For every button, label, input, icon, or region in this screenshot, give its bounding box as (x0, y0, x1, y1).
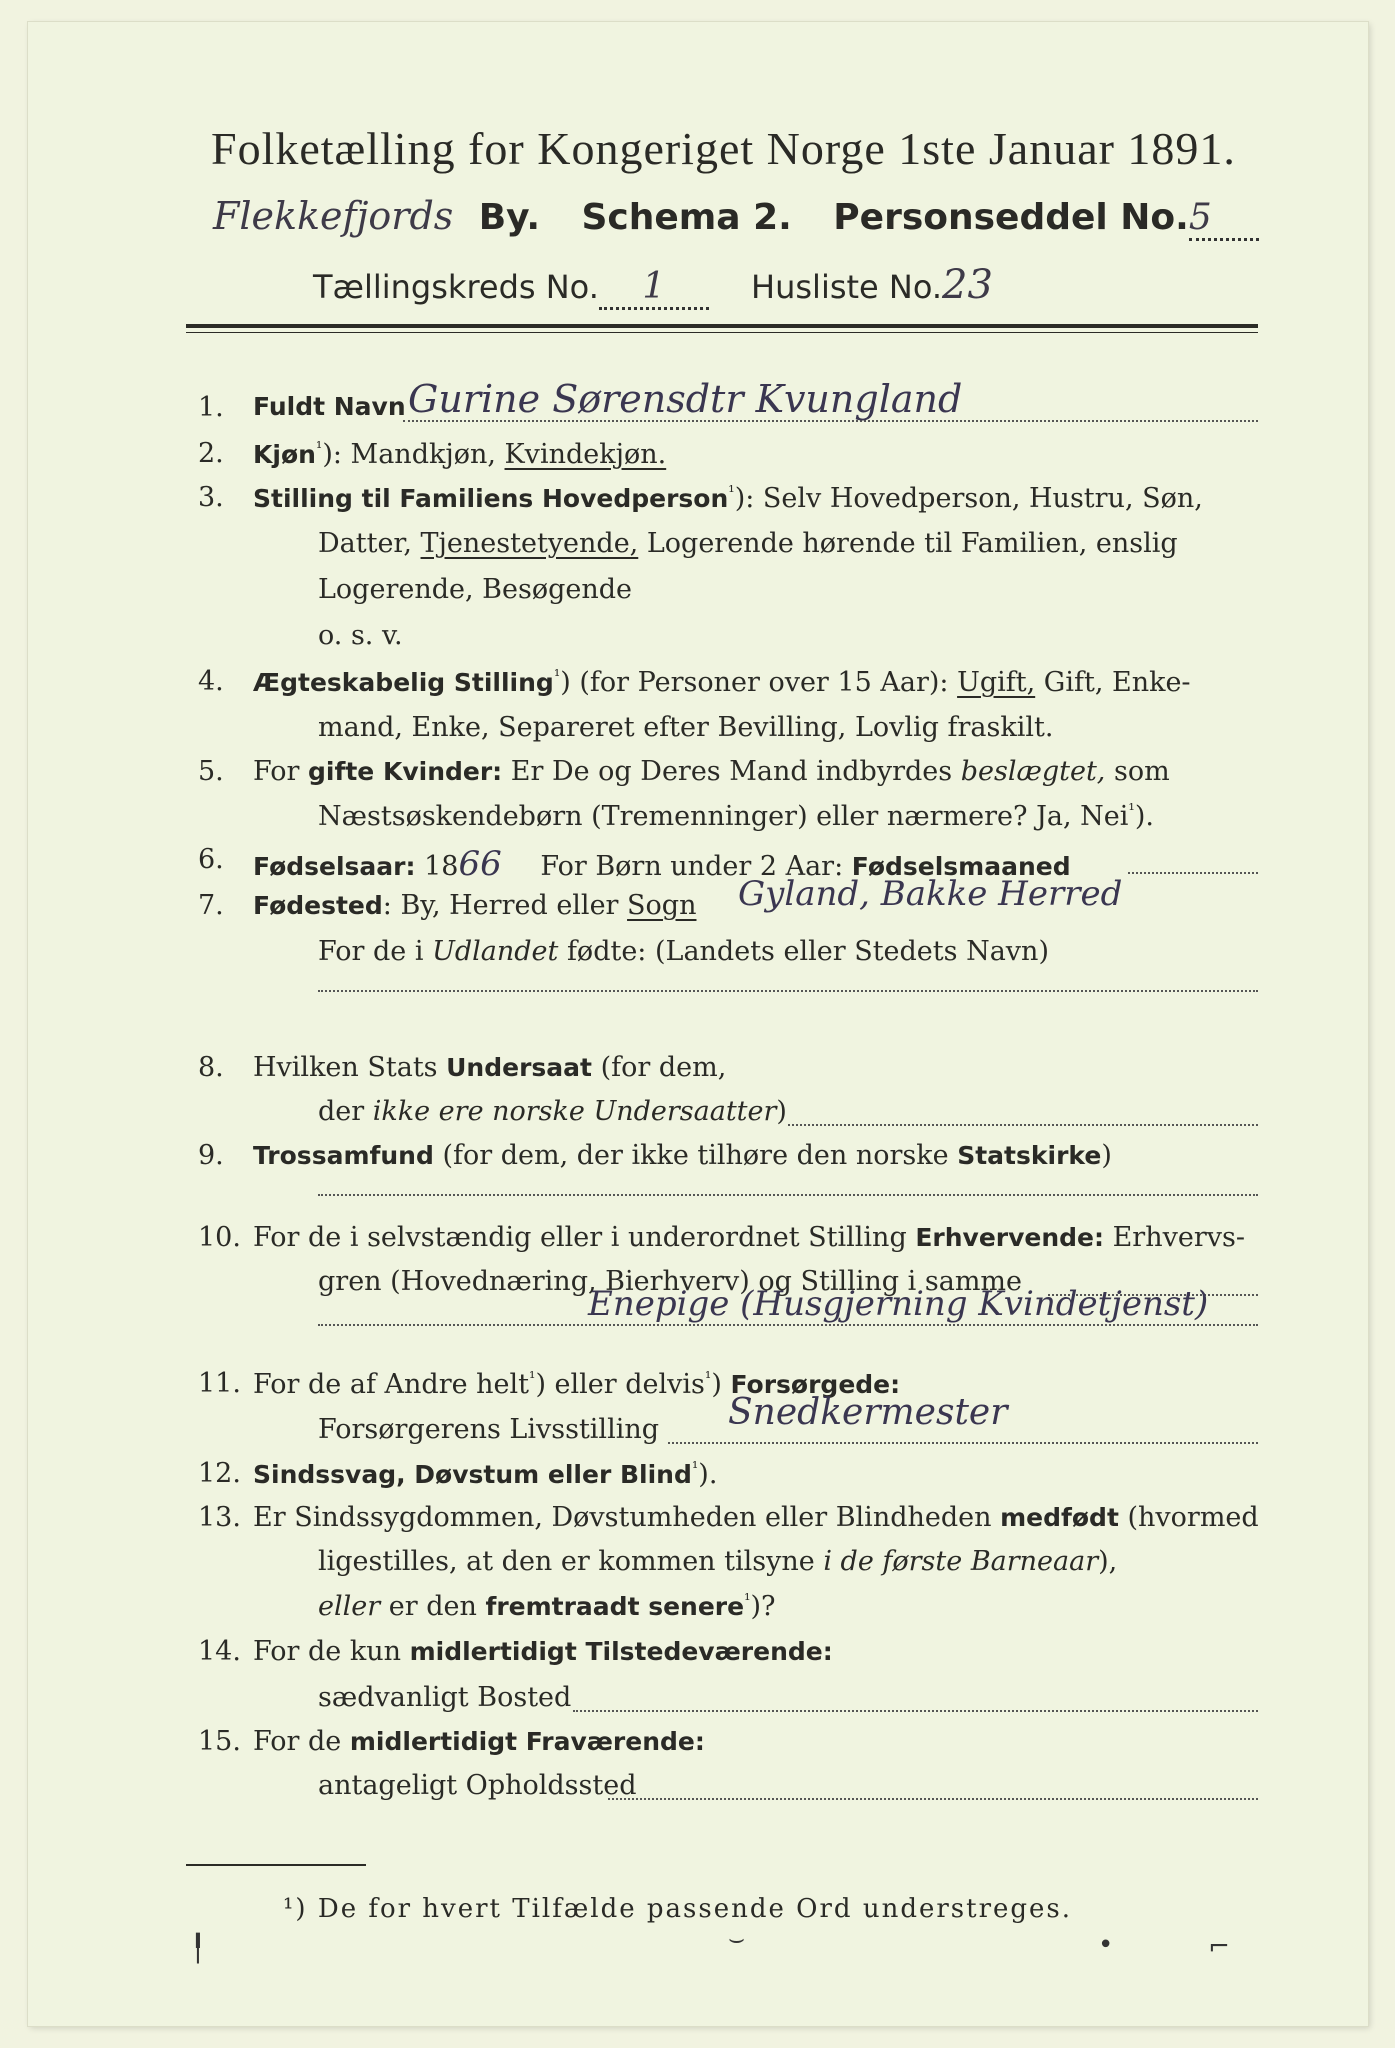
item-label-fuldt-navn: Fuldt Navn (253, 392, 406, 421)
answer-birthplace: Gyland, Bakke Herred (738, 874, 1123, 914)
header-rule-thin (186, 332, 1258, 333)
answer-line (1128, 872, 1258, 874)
answer-line (668, 1442, 1258, 1444)
item-forsorgede-line1: For de af Andre helt$^{^1}$) eller delvis$^{^1}$) Forsørgede: (253, 1368, 901, 1400)
item-number: 5. (198, 756, 224, 787)
item-number: 14. (198, 1636, 241, 1667)
stray-ink-mark: ⌐ (1208, 1932, 1230, 1962)
item-undersaat-line2: der ikke ere norske Undersaatter) (318, 1096, 787, 1127)
item-trossamfund: Trossamfund (for dem, der ikke tilhøre den norske Statskirke) (253, 1140, 1112, 1171)
item-number: 1. (198, 392, 224, 423)
item-number: 10. (198, 1222, 241, 1253)
item-erhverv-line2: gren (Hovednæring, Bierhverv) og Stilling i samme (318, 1266, 1023, 1297)
item-erhverv-line1: For de i selvstændig eller i underordnet Stilling Erhvervende: Erhvervs- (253, 1222, 1245, 1253)
item-number: 3. (198, 482, 224, 513)
item-number: 15. (198, 1726, 241, 1757)
item-sindssvag: Sindssvag, Døvstum eller Blind$^{^1}$). (253, 1458, 718, 1490)
answer-line (318, 1324, 1258, 1326)
footnote (283, 1894, 1072, 1924)
item-number: 9. (198, 1140, 224, 1171)
city-name-handwritten: Flekkefjords (213, 194, 454, 238)
item-number: 6. (198, 844, 224, 875)
answer-line (573, 1710, 1258, 1712)
answer-occupation: Enepige (Husgjerning Kvindetjenst) (588, 1284, 1209, 1324)
answer-line (788, 1124, 1258, 1126)
answer-line (608, 1798, 1258, 1800)
form-title: Folketælling for Kongeriget Norge 1ste Januar 1891. (211, 123, 1236, 174)
by-label: By. (478, 197, 540, 238)
personseddel-number: 5 (1189, 197, 1259, 241)
city-line (213, 194, 1259, 241)
item-gifte-line1: For gifte Kvinder: Er De og Deres Mand indbyrdes beslægtet, som (253, 756, 1170, 787)
item-fodested-line2: For de i Udlandet fødte: (Landets eller Stedets Navn) (318, 936, 1049, 967)
item-number: 12. (198, 1458, 241, 1489)
schema-label: Schema 2. (581, 197, 792, 238)
census-form-sheet (28, 22, 1368, 2026)
item-gifte-line2: Næstsøskendebørn (Tremenninger) eller nærmere? Ja, Nei$^{^1}$). (318, 800, 1154, 832)
answer-name: Gurine Sørensdtr Kvungland (408, 377, 963, 421)
item-tilstede-line1: For de kun midlertidigt Tilstedeværende: (253, 1636, 833, 1667)
kreds-line (313, 262, 1052, 310)
item-number: 13. (198, 1502, 241, 1533)
item-number: 7. (198, 890, 224, 921)
answer-birth-year: 66 (458, 844, 502, 884)
item-fravaerende-line1: For de midlertidigt Fraværende: (253, 1726, 705, 1757)
personseddel-label: Personseddel No. (833, 197, 1189, 238)
item-forsorgede-line2: Forsørgerens Livsstilling (318, 1414, 660, 1445)
item-stilling-line1: Stilling til Familiens Hovedperson$^{^1}$): Selv Hovedperson, Hustru, Søn, (253, 482, 1203, 514)
item-number: 11. (198, 1368, 241, 1399)
answer-line (318, 990, 1258, 992)
answer-line (318, 1194, 1258, 1196)
item-undersaat-line1: Hvilken Stats Undersaat (for dem, (253, 1052, 727, 1083)
stray-ink-mark: • (1098, 1930, 1114, 1960)
kreds-label: Tællingskreds No. (313, 268, 599, 306)
item-aegteskab-line1: Ægteskabelig Stilling$^{^1}$) (for Personer over 15 Aar): Ugift, Gift, Enke- (253, 666, 1191, 698)
item-number: 4. (198, 666, 224, 697)
selected-sogn: Sogn (627, 890, 697, 921)
item-medfodt-line2: ligestilles, at den er kommen tilsyne i de første Barneaar), (318, 1546, 1118, 1577)
footnote-rule (186, 1864, 366, 1866)
item-tilstede-line2: sædvanligt Bosted (318, 1682, 572, 1713)
stray-ink-mark: ⌣ (728, 1924, 746, 1954)
item-fodested: Fødested: By, Herred eller Sogn (253, 890, 697, 921)
item-number: 2. (198, 438, 224, 469)
item-number: 8. (198, 1052, 224, 1083)
kreds-number: 1 (599, 266, 709, 310)
item-stilling-line4: o. s. v. (318, 620, 403, 651)
item-stilling-line3: Logerende, Besøgende (318, 574, 632, 605)
selected-ugift: Ugift, (957, 667, 1036, 698)
footnote-text: De for hvert Tilfælde passende Ord understreges. (317, 1894, 1073, 1924)
selected-tjenestetyende: Tjenestetyende, (420, 528, 639, 559)
husliste-label: Husliste No. (751, 268, 943, 306)
item-aegteskab-line2: mand, Enke, Separeret efter Bevilling, Lovlig fraskilt. (318, 712, 1054, 743)
footnote-mark: ¹) (283, 1894, 308, 1924)
answer-provider-occupation: Snedkermester (728, 1392, 1008, 1433)
husliste-number: 23 (942, 262, 993, 308)
header-rule (186, 324, 1258, 328)
selected-kvindekjon: Kvindekjøn. (504, 439, 667, 470)
item-kjon: Kjøn$^{^1}$): Mandkjøn, Kvindekjøn. (253, 438, 667, 470)
item-fodselsaar: Fødselsaar: 1866 For Børn under 2 Aar: Fødselsmaaned (253, 844, 1071, 884)
item-fravaerende-line2: antageligt Opholdssted (318, 1770, 637, 1801)
stray-ink-mark: ╿ (190, 1934, 206, 1964)
item-stilling-line2: Datter, Tjenestetyende, Logerende hørende til Familien, enslig (318, 528, 1178, 559)
item-medfodt-line1: Er Sindssygdommen, Døvstumheden eller Blindheden medfødt (hvormed (253, 1502, 1259, 1533)
item-medfodt-line3: eller er den fremtraadt senere$^{^1}$)? (318, 1590, 776, 1622)
